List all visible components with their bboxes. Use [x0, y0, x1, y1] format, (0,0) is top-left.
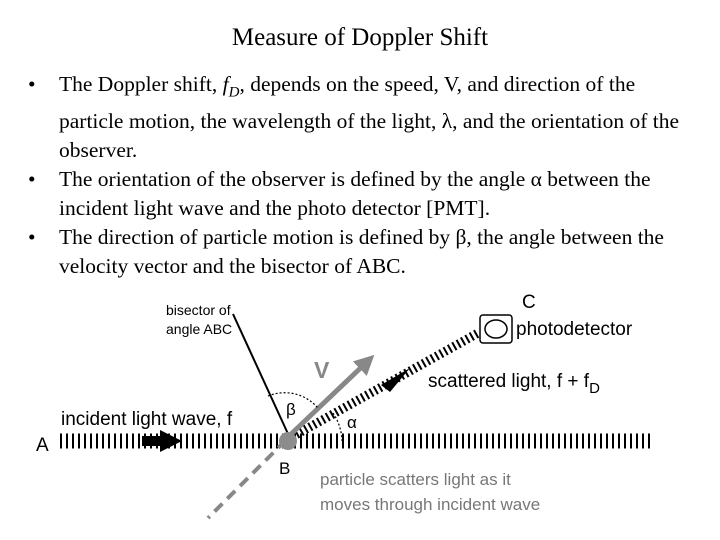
point-b-label: B — [279, 459, 291, 478]
bullet-marker: • — [28, 167, 36, 192]
bullet-marker: • — [28, 72, 36, 96]
incident-arrow-icon — [142, 430, 182, 452]
bullet-marker: • — [28, 225, 36, 250]
bisector-label-line2: angle ABC — [166, 321, 233, 337]
incident-label: incident light wave, f — [61, 409, 233, 430]
velocity-extension — [208, 440, 286, 518]
velocity-label: V — [314, 357, 330, 383]
bullet-text: , depends on the speed, V, and direction of the particle motion, the wavelength of the light, λ, and the orientation of the observer. — [59, 72, 680, 163]
bullet-text: The Doppler shift, — [59, 72, 223, 96]
slide-title: Measure of Doppler Shift — [231, 24, 489, 51]
bullet-text: The direction of particle motion is defined by β, the angle between the velocity vector and the bisector of ABC. — [59, 225, 664, 279]
bisector-label-line1: bisector of — [166, 302, 231, 318]
bullet-text: D — [228, 84, 240, 101]
photodetector-label: photodetector — [516, 319, 633, 340]
point-a-label: A — [36, 435, 49, 456]
bullet-text: The orientation of the observer is defined by the angle α between the incident light wave and the photo detector [PMT]. — [59, 167, 651, 221]
scattered-light-subscript: D — [589, 380, 600, 397]
alpha-label: α — [347, 413, 357, 432]
scattered-light-label — [428, 371, 600, 397]
photodetector-lens-icon — [485, 320, 507, 338]
beta-label: β — [286, 400, 296, 419]
particle-icon — [279, 432, 297, 450]
point-c-label: C — [522, 292, 536, 313]
scattered-light-text: scattered light, f + f — [428, 371, 590, 392]
bullet-text: f — [222, 72, 229, 96]
particle-caption-line2: moves through incident wave — [320, 495, 541, 514]
bisector-line — [233, 314, 289, 436]
particle-caption-line1: particle scatters light as it — [320, 470, 511, 489]
